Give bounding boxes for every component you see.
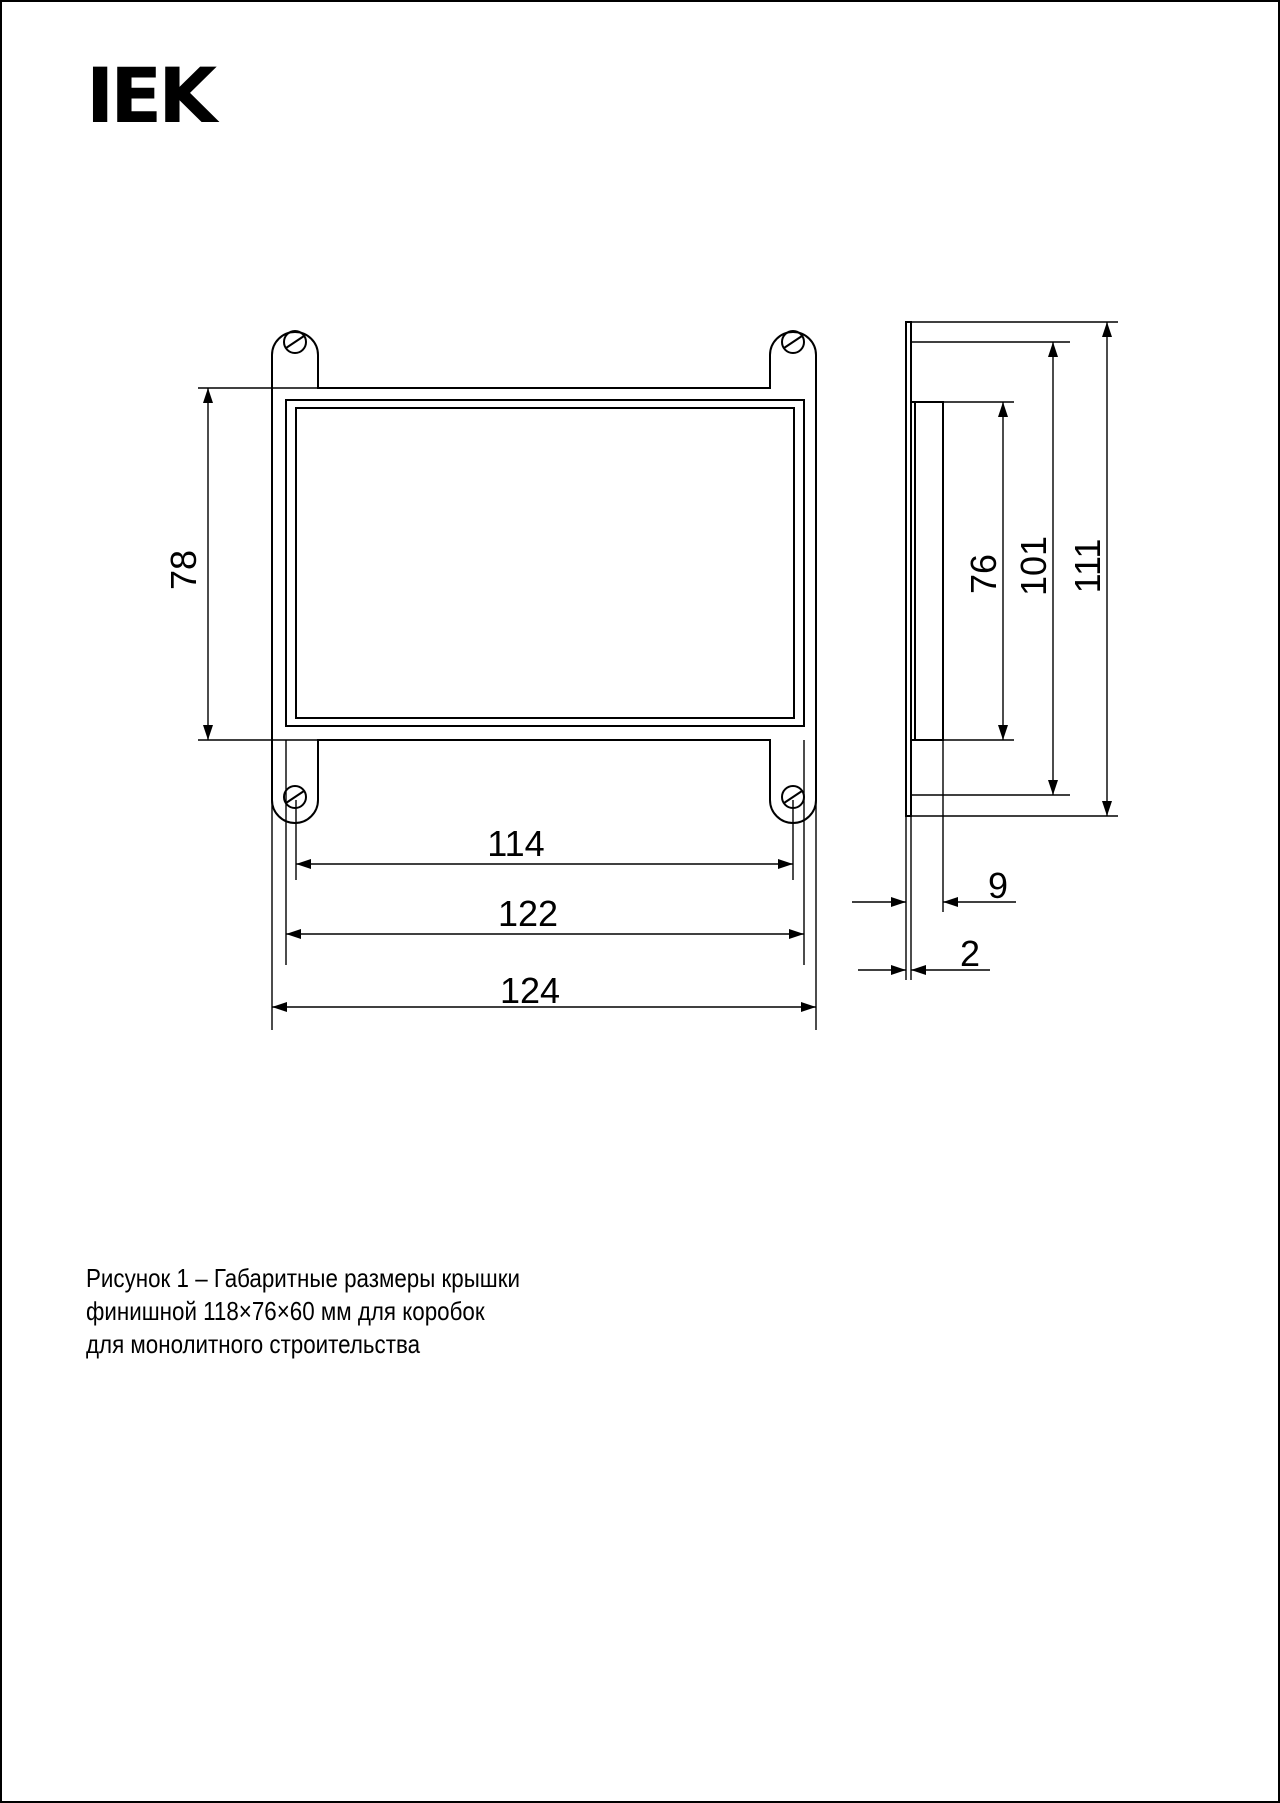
cover-frame	[286, 400, 804, 726]
caption-line: Рисунок 1 – Габаритные размеры крышки	[86, 1263, 520, 1293]
dim-width-114: 114	[487, 823, 545, 864]
screw-hole-bottom-left	[284, 786, 306, 808]
dim-height-101: 101	[1013, 535, 1054, 597]
dim-depth-2: 2	[960, 933, 981, 974]
front-view	[272, 331, 816, 823]
iek-logo: IEK	[86, 51, 214, 140]
dim-height-78: 78	[163, 549, 204, 591]
dim-height-111: 111	[1067, 538, 1108, 594]
cover-panel	[296, 408, 794, 718]
dim-width-122: 122	[497, 893, 559, 934]
cover-outline	[272, 332, 816, 823]
dim-depth-9: 9	[988, 865, 1009, 906]
side-dimensions	[852, 322, 1118, 980]
caption-line: для монолитного строительства	[86, 1329, 421, 1359]
dim-height-76: 76	[963, 553, 1004, 595]
figure-caption	[86, 1262, 688, 1361]
screw-hole-top-left	[284, 331, 306, 353]
dim-width-124: 124	[499, 970, 561, 1011]
caption-line: финишной 118×76×60 мм для коробок	[86, 1296, 485, 1326]
screw-hole-top-right	[782, 331, 804, 353]
side-view	[906, 322, 943, 816]
